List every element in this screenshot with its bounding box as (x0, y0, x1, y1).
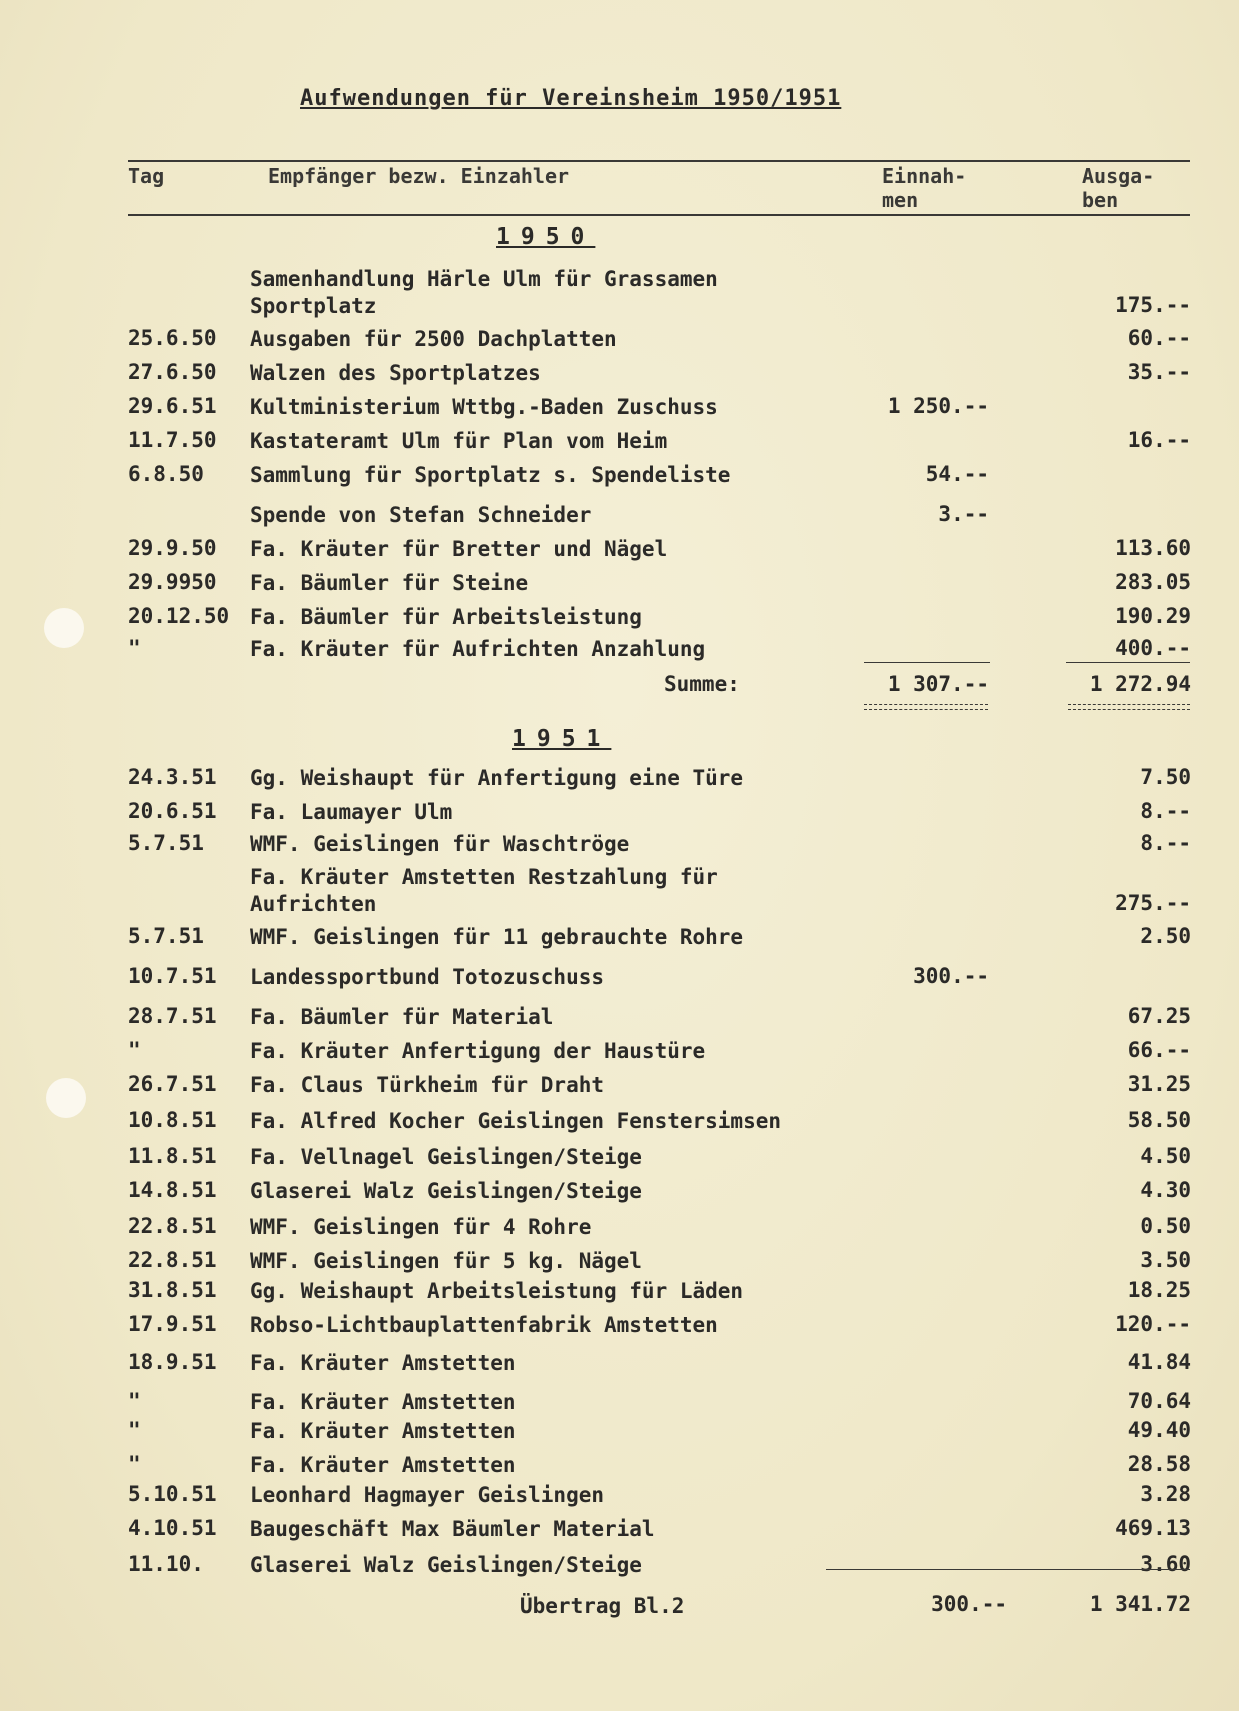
sum-rule-expenses (1066, 662, 1190, 663)
entry-description: Glaserei Walz Geislingen/Steige (250, 1553, 642, 1577)
entry-description: Kastateramt Ulm für Plan vom Heim (250, 429, 668, 453)
entry-date: 29.6.51 (128, 394, 217, 418)
entry-date: 11.10. (128, 1552, 204, 1576)
entry-description: Fa. Bäumler für Arbeitsleistung (250, 605, 642, 629)
entry-expense: 8.-- (1140, 799, 1191, 823)
entry-description: Gg. Weishaupt Arbeitsleistung für Läden (250, 1279, 744, 1303)
entry-description: Samenhandlung Härle Ulm für Grassamen Sportplatz (250, 267, 718, 318)
entry-expense: 60.-- (1127, 326, 1191, 350)
entry-expense: 58.50 (1127, 1108, 1191, 1132)
entry-income: 54.-- (925, 462, 989, 486)
entry-date: 25.6.50 (128, 326, 217, 350)
entry-description: Fa. Bäumler für Material (250, 1005, 554, 1029)
entry-description: Fa. Claus Türkheim für Draht (250, 1073, 605, 1097)
entry-description: Landessportbund Totozuschuss (250, 965, 605, 989)
entry-date: 11.8.51 (128, 1144, 217, 1168)
sum-label-1950: Summe: (664, 672, 740, 696)
entry-expense: 3.50 (1140, 1248, 1191, 1272)
col-income-header: Einnah- men (882, 164, 967, 212)
entry-expense: 3.28 (1140, 1482, 1191, 1506)
entry-date: 4.10.51 (128, 1516, 217, 1540)
entry-expense: 4.30 (1140, 1178, 1191, 1202)
entry-expense: 3.60 (1140, 1552, 1191, 1576)
entry-expense: 283.05 (1115, 570, 1191, 594)
sum-rule-income (864, 662, 990, 663)
entry-expense: 18.25 (1127, 1278, 1191, 1302)
entry-date: 20.6.51 (128, 799, 217, 823)
entry-expense: 400.-- (1115, 636, 1191, 660)
col-expenses-header: Ausga- ben (1082, 164, 1155, 212)
entry-description: Sammlung für Sportplatz s. Spendeliste (250, 463, 731, 487)
entry-description: WMF. Geislingen für Waschtröge (250, 832, 630, 856)
entry-income: 300.-- (913, 964, 989, 988)
entry-expense: 28.58 (1127, 1452, 1191, 1476)
entry-date: 6.8.50 (128, 462, 204, 486)
entry-description: WMF. Geislingen für 11 gebrauchte Rohre (250, 925, 744, 949)
entry-expense: 4.50 (1140, 1144, 1191, 1168)
entry-income: 1 250.-- (887, 394, 989, 418)
entry-expense: 41.84 (1127, 1350, 1191, 1374)
double-rule-expenses (1068, 704, 1190, 710)
entry-date: " (128, 1452, 141, 1476)
entry-expense: 120.-- (1115, 1312, 1191, 1336)
entry-expense: 113.60 (1115, 536, 1191, 560)
entry-date: 5.10.51 (128, 1482, 217, 1506)
entry-date: 24.3.51 (128, 765, 217, 789)
entry-date: 29.9.50 (128, 536, 217, 560)
entry-description: Gg. Weishaupt für Anfertigung eine Türe (250, 766, 744, 790)
entry-expense: 469.13 (1115, 1516, 1191, 1540)
entry-date: 18.9.51 (128, 1350, 217, 1374)
punch-hole-top (44, 608, 84, 648)
entry-description: Ausgaben für 2500 Dachplatten (250, 327, 617, 351)
entry-description: Fa. Kräuter Amstetten (250, 1390, 516, 1414)
entry-date: " (128, 1038, 141, 1062)
entry-date: 29.9950 (128, 570, 217, 594)
entry-description: WMF. Geislingen für 5 kg. Nägel (250, 1249, 642, 1273)
entry-expense: 70.64 (1127, 1389, 1191, 1413)
entry-description: Fa. Bäumler für Steine (250, 571, 529, 595)
entry-income: 3.-- (938, 502, 989, 526)
header-top-rule (128, 160, 1190, 162)
entry-expense: 66.-- (1127, 1038, 1191, 1062)
entry-description: Fa. Alfred Kocher Geislingen Fenstersimsen (250, 1109, 782, 1133)
entry-date: 28.7.51 (128, 1004, 217, 1028)
entry-date: 5.7.51 (128, 831, 204, 855)
entry-description: Glaserei Walz Geislingen/Steige (250, 1179, 642, 1203)
sum-income-1950: 1 307.-- (887, 672, 989, 696)
entry-expense: 275.-- (1115, 891, 1191, 915)
entry-date: 5.7.51 (128, 924, 204, 948)
entry-description: Fa. Laumayer Ulm (250, 800, 453, 824)
entry-date: 10.7.51 (128, 964, 217, 988)
entry-date: 20.12.50 (128, 604, 230, 628)
entry-description: Fa. Kräuter Amstetten Restzahlung für Aufrichten (250, 865, 718, 916)
entry-expense: 0.50 (1140, 1214, 1191, 1238)
year-heading-1951: 1951 (512, 726, 612, 752)
entry-description: Fa. Vellnagel Geislingen/Steige (250, 1145, 642, 1169)
entry-expense: 7.50 (1140, 765, 1191, 789)
entry-description: Leonhard Hagmayer Geislingen (250, 1483, 605, 1507)
entry-description: Fa. Kräuter für Aufrichten Anzahlung (250, 637, 706, 661)
entry-date: 22.8.51 (128, 1248, 217, 1272)
double-rule-income (864, 704, 988, 710)
year-heading-1950: 1950 (496, 224, 596, 250)
entry-date: 17.9.51 (128, 1312, 217, 1336)
entry-description: WMF. Geislingen für 4 Rohre (250, 1215, 592, 1239)
entry-description: Fa. Kräuter Amstetten (250, 1453, 516, 1477)
header-bottom-rule (128, 214, 1190, 216)
punch-hole-bottom (46, 1078, 86, 1118)
entry-description: Fa. Kräuter Amstetten (250, 1419, 516, 1443)
entry-description: Baugeschäft Max Bäumler Material (250, 1517, 655, 1541)
entry-date: " (128, 1418, 141, 1442)
entry-expense: 175.-- (1115, 293, 1191, 317)
sum-expenses-1950: 1 272.94 (1089, 672, 1191, 696)
entry-description: Kultministerium Wttbg.-Baden Zuschuss (250, 395, 718, 419)
page-title: Aufwendungen für Vereinsheim 1950/1951 (300, 86, 842, 111)
entry-date: 11.7.50 (128, 428, 217, 452)
carry-expenses: 1 341.72 (1089, 1592, 1191, 1616)
entry-date: 31.8.51 (128, 1278, 217, 1302)
entry-description: Walzen des Sportplatzes (250, 361, 541, 385)
entry-description: Spende von Stefan Schneider (250, 503, 592, 527)
entry-description: Fa. Kräuter Amstetten (250, 1351, 516, 1375)
entry-description: Fa. Kräuter für Bretter und Nägel (250, 537, 668, 561)
entry-expense: 31.25 (1127, 1072, 1191, 1096)
carry-income: 300.-- (931, 1592, 1007, 1616)
entry-date: 10.8.51 (128, 1108, 217, 1132)
entry-description: Fa. Kräuter Anfertigung der Haustüre (250, 1039, 706, 1063)
col-recipient-header: Empfänger bezw. Einzahler (268, 164, 570, 188)
entry-date: 27.6.50 (128, 360, 217, 384)
entry-date: 26.7.51 (128, 1072, 217, 1096)
col-day-header: Tag (128, 164, 165, 188)
entry-date: 22.8.51 (128, 1214, 217, 1238)
entry-expense: 8.-- (1140, 831, 1191, 855)
entry-date: " (128, 636, 141, 660)
entry-description: Robso-Lichtbauplattenfabrik Amstetten (250, 1313, 718, 1337)
entry-expense: 190.29 (1115, 604, 1191, 628)
entry-expense: 49.40 (1127, 1418, 1191, 1442)
entry-expense: 16.-- (1127, 428, 1191, 452)
entry-date: 14.8.51 (128, 1178, 217, 1202)
carry-rule (826, 1569, 1190, 1570)
entry-expense: 35.-- (1127, 360, 1191, 384)
entry-date: " (128, 1389, 141, 1413)
entry-expense: 67.25 (1127, 1004, 1191, 1028)
entry-expense: 2.50 (1140, 924, 1191, 948)
carry-label: Übertrag Bl.2 (520, 1594, 685, 1618)
